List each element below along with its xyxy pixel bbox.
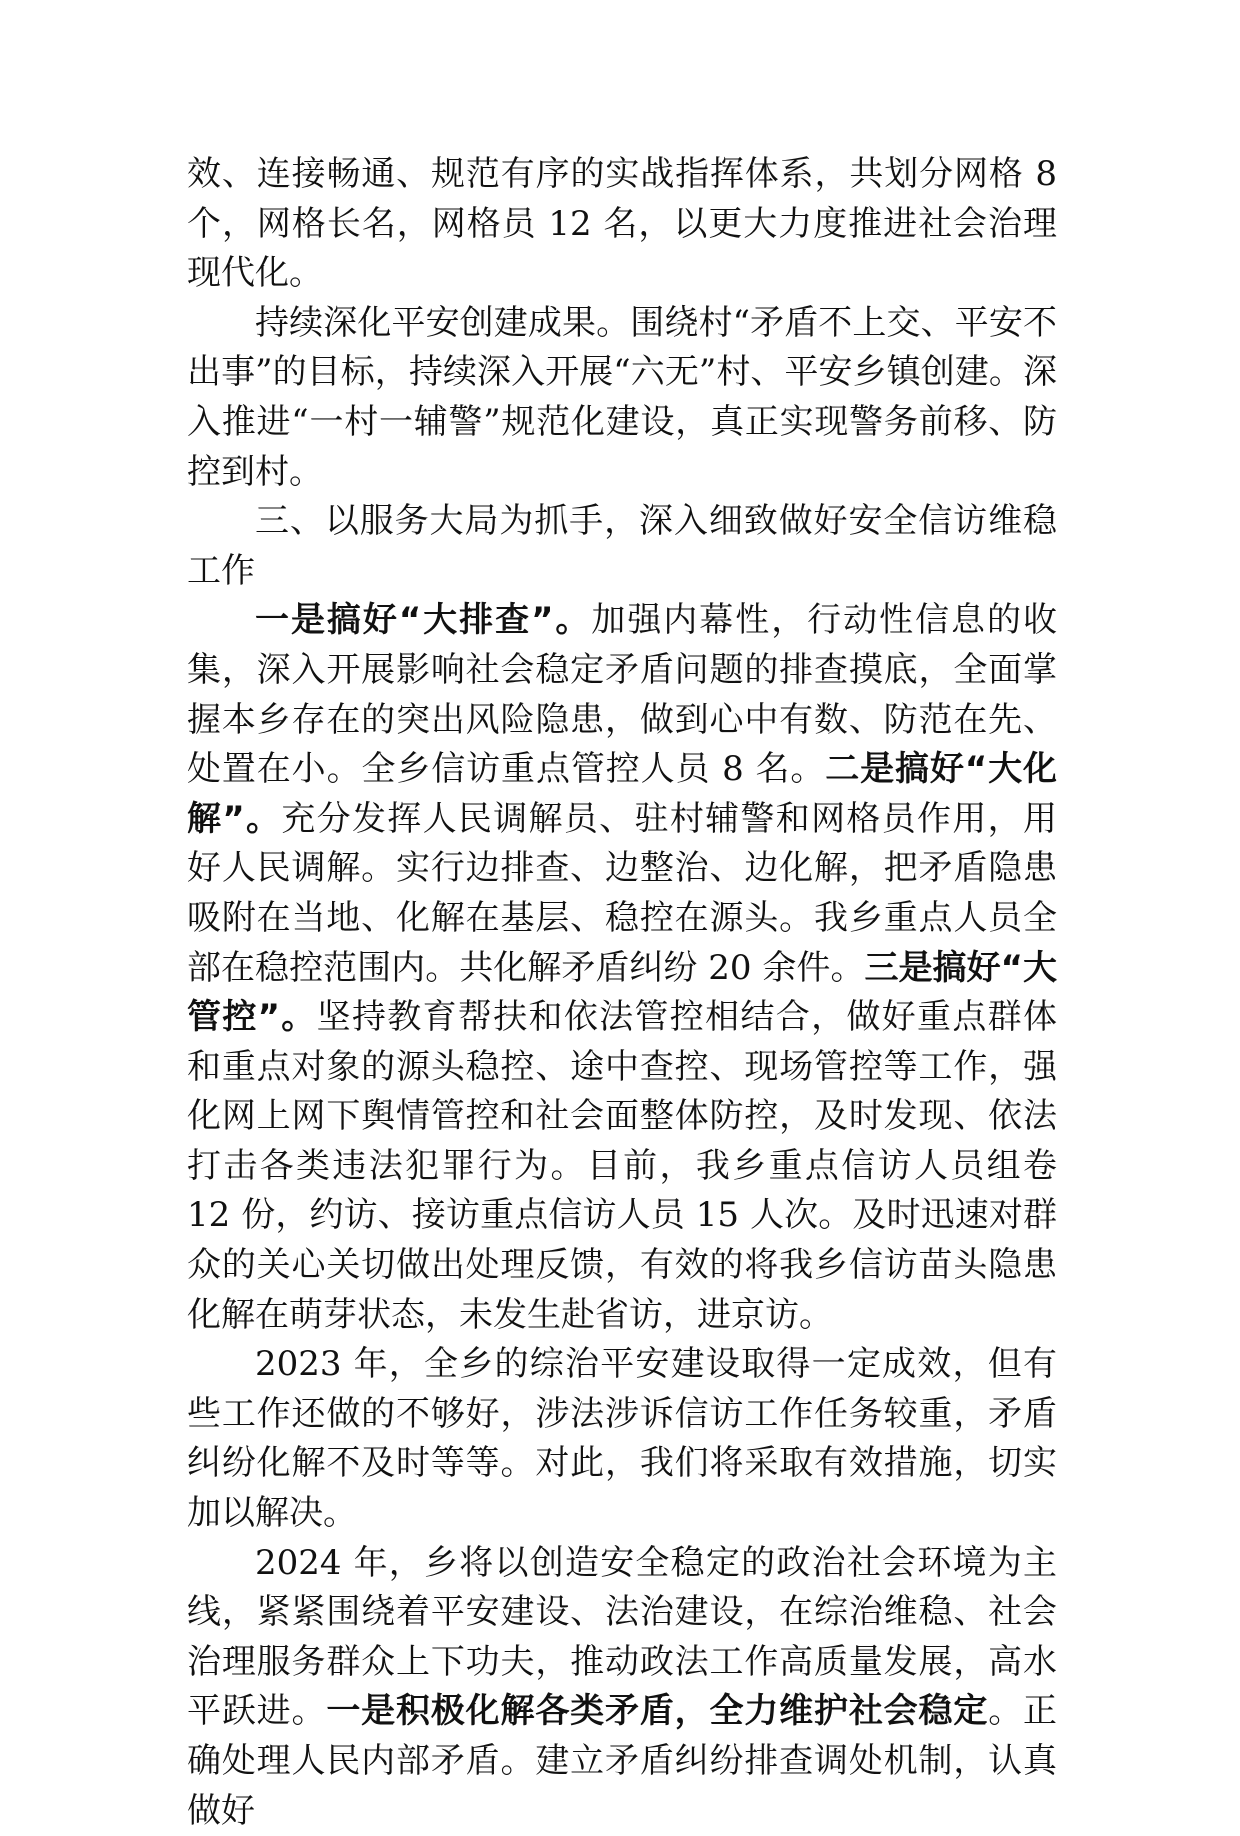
bold-lead-resolution: 二是搞好“大化解”。 (187, 749, 1057, 839)
paragraph-text: 2024 年，乡将以创造安全稳定的政治社会环境为主线，紧紧围绕着平安建设、法治建设，在综治维稳、社会治理服务群众上下功夫，推动政法工作高质量发展，高水平跃进。 (187, 1542, 1057, 1732)
paragraph-text: 加强内幕性，行动性信息的收集，深入开展影响社会稳定矛盾问题的排查摸底，全面掌握本乡存在的突出风险隐患，做到心中有数、防范在先、处置在小。全乡信访重点管控人员 8 名。 (187, 600, 1057, 790)
paragraph-safety-creation (187, 299, 1057, 497)
paragraph-text: 。正确处理人民内部矛盾。建立矛盾纠纷排查调处机制，认真做好 (187, 1691, 1058, 1831)
paragraph-2023-summary (187, 1340, 1057, 1538)
section-heading-three (187, 497, 1057, 596)
paragraph-2024-plan (187, 1539, 1057, 1836)
bold-lead-control: 三是搞好“大管控”。 (187, 947, 1057, 1038)
bold-lead-investigation: 一是搞好“大排查”。 (255, 600, 592, 641)
bold-lead-resolve-conflicts: 一是积极化解各类矛盾，全力维护社会稳定 (326, 1691, 989, 1732)
paragraph-text: 2023 年，全乡的综治平安建设取得一定成效，但有些工作还做的不够好，涉法涉诉信访工作任务较重，矛盾纠纷化解不及时等等。对此，我们将采取有效措施，切实加以解决。 (187, 1344, 1057, 1534)
paragraph-grid-system (187, 150, 1057, 299)
paragraph-text: 效、连接畅通、规范有序的实战指挥体系，共划分网格 8 个，网格长名，网格员 12 名，以更大力度推进社会治理现代化。 (187, 154, 1057, 294)
paragraph-text: 持续深化平安创建成果。围绕村“矛盾不上交、平安不出事”的目标，持续深入开展“六无”村、平安乡镇创建。深入推进“一村一辅警”规范化建设，真正实现警务前移、防控到村。 (187, 302, 1057, 492)
paragraph-text: 坚持教育帮扶和依法管控相结合，做好重点群体和重点对象的源头稳控、途中查控、现场管控等工作，强化网上网下舆情管控和社会面整体防控，及时发现、依法打击各类违法犯罪行为。目前，我乡重点信访人员组卷 12 份，约访、接访重点信访人员 15 人次。及时迅速对群众的关心关切做出处理反馈，有效的将我乡信访苗头隐患化解在萌芽状态，未发生赴省访，进京访。 (187, 997, 1057, 1335)
paragraph-text: 充分发挥人民调解员、驻村辅警和网格员作用，用好人民调解。实行边排查、边整治、边化解，把矛盾隐患吸附在当地、化解在基层、稳控在源头。我乡重点人员全部在稳控范围内。共化解矛盾纠纷 20 余件。 (187, 798, 1057, 988)
paragraph-three-measures (187, 596, 1057, 1340)
document-body (187, 150, 1057, 1836)
section-heading-text: 三、以服务大局为抓手，深入细致做好安全信访维稳工作 (187, 501, 1057, 591)
